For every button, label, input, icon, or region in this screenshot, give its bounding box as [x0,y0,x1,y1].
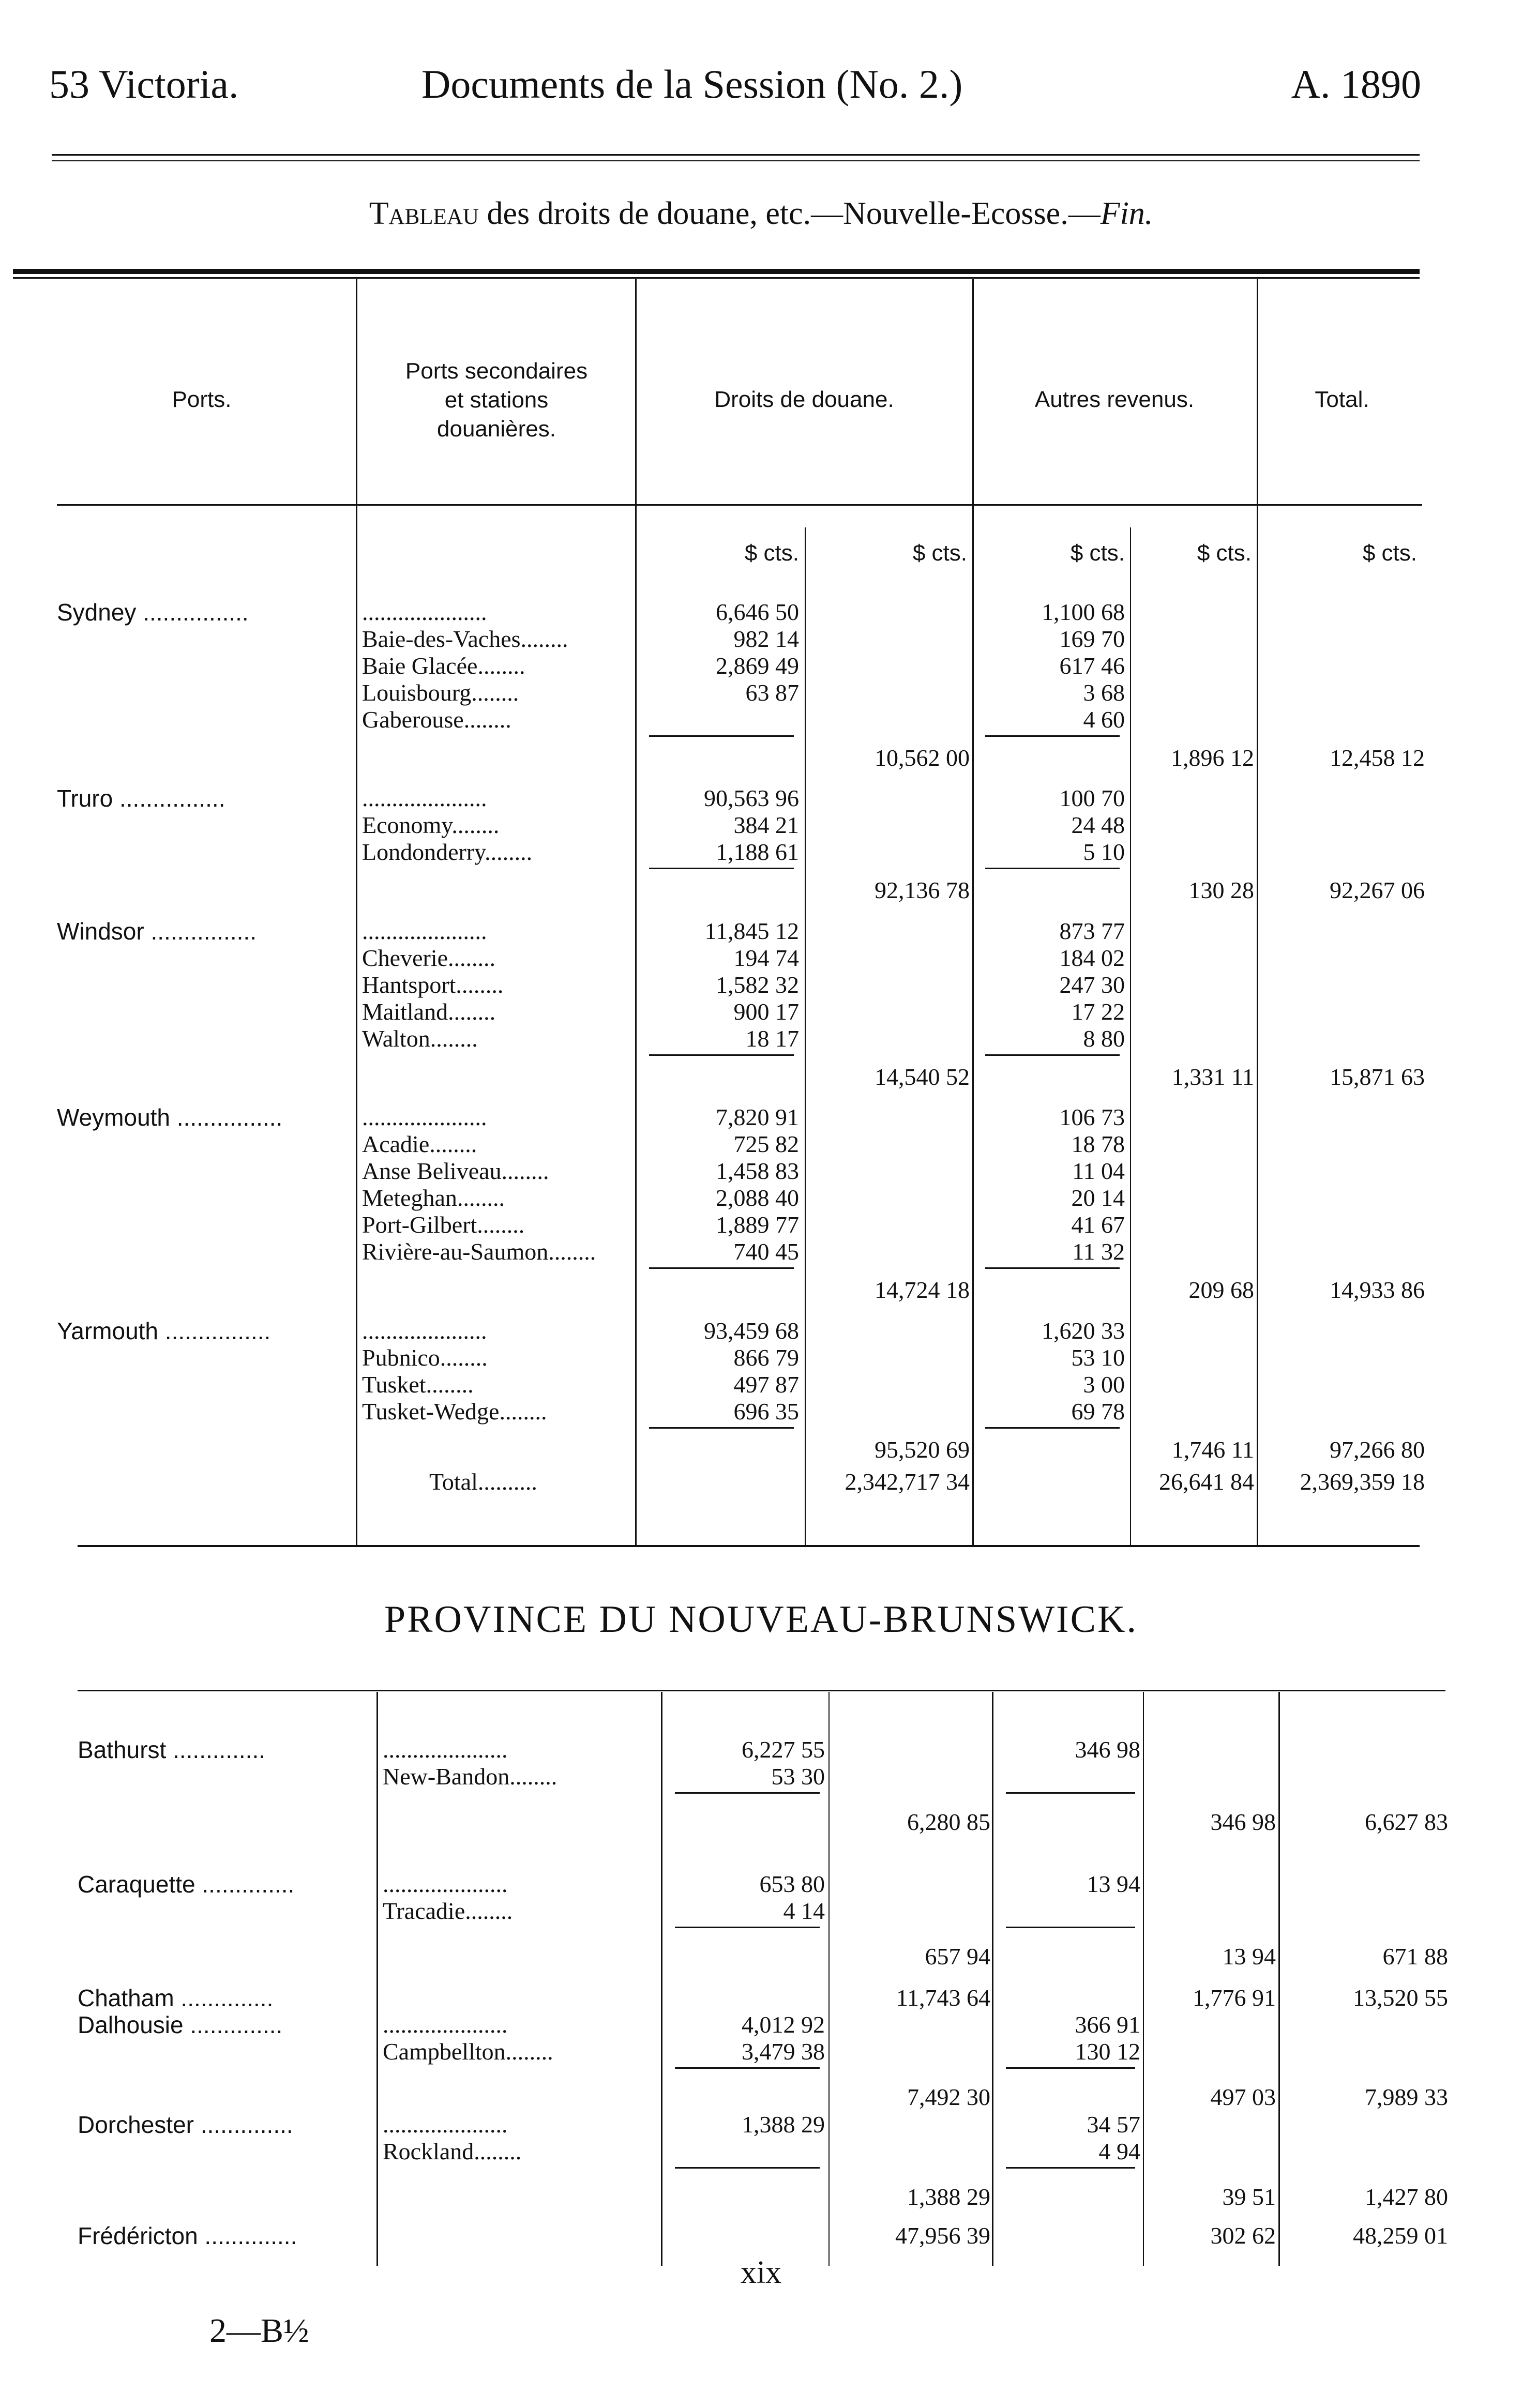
col-header-secondaires: Ports secondaires et stations douanières. [405,358,588,442]
subtotal-rule [1006,2067,1135,2069]
col-divider-thin [1130,527,1131,1546]
autres-subtotal: 497 03 [1210,2084,1276,2110]
station-label: Meteghan [362,1185,457,1211]
station-label: Tusket-Wedge [362,1398,500,1425]
droits-value: 1,889 77 [716,1211,799,1238]
autres-subtotal: 1,896 12 [1171,745,1254,771]
secondary-station: Rivière-au-Saumon........ [362,1238,596,1265]
port-name: Yarmouth ................ [57,1317,271,1344]
header-rule-top [52,154,1420,156]
autres-value: 41 67 [1071,1211,1125,1238]
secondary-station: ..................... [383,1736,508,1763]
running-header [49,61,1421,113]
port-total: 48,259 01 [1353,2222,1448,2249]
autres-value: 17 22 [1071,998,1125,1025]
autres-value: 1,100 68 [1042,599,1125,625]
droits-value: 53 30 [771,1763,825,1790]
secondary-station: ..................... [383,1871,508,1897]
droits-value: 4,012 92 [742,2011,825,2038]
secondary-station: ..................... [362,785,487,811]
subtotal-rule [675,1792,820,1794]
secondary-station: ..................... [383,2111,508,2138]
subtotal-rule [675,2167,820,2169]
port-label: Truro [57,785,113,812]
subtotal-rule [649,1267,794,1269]
droits-value: 93,459 68 [704,1317,799,1344]
cts-head-droits-2: $ cts. [912,540,967,566]
secondary-station: Walton........ [362,1025,478,1052]
autres-value: 130 12 [1075,2038,1140,2065]
droits-value: 194 74 [733,945,799,971]
droits-subtotal: 1,388 29 [907,2184,990,2210]
autres-value: 24 48 [1071,812,1125,838]
autres-value: 13 94 [1087,1871,1140,1897]
port-label: Windsor [57,918,144,945]
secondary-station: Campbellton........ [383,2038,553,2065]
secondary-station: Tusket........ [362,1371,474,1398]
station-label: Baie-des-Vaches [362,626,521,652]
autres-value: 184 02 [1059,945,1125,971]
cts-head-autres-2: $ cts. [1197,540,1252,566]
nb-col-divider-thin [1143,1692,1144,2266]
header-rule-bottom [52,160,1420,161]
droits-value: 18 17 [745,1025,799,1052]
droits-value: 740 45 [733,1238,799,1265]
province-title: PROVINCE DU NOUVEAU-BRUNSWICK. [384,1598,1138,1641]
table-title-fin: Fin. [1100,196,1153,231]
secondary-station: Rockland........ [383,2138,522,2164]
col-header-autres: Autres revenus. [1034,387,1195,412]
autres-subtotal: 130 28 [1188,877,1254,903]
autres-value: 4 94 [1098,2138,1140,2164]
droits-value: 497 87 [733,1371,799,1398]
secondary-station: New-Bandon........ [383,1763,557,1790]
port-total: 15,871 63 [1330,1064,1425,1090]
secondary-station: Maitland........ [362,998,496,1025]
autres-value: 20 14 [1071,1185,1125,1211]
subtotal-rule [985,1427,1120,1429]
title-rule-thick [13,269,1420,274]
station-label: Campbellton [383,2038,506,2065]
signature-mark: 2—B½ [209,2312,309,2350]
secondary-station: Pubnico........ [362,1344,488,1371]
subtotal-rule [1006,2167,1135,2169]
droits-subtotal: 14,724 18 [875,1277,970,1303]
ns-total-label: Total.......... [429,1468,537,1495]
secondary-station: ..................... [362,599,487,625]
port-label: Caraquette [78,1871,195,1898]
droits-value: 3,479 38 [742,2038,825,2065]
port-name: Bathurst .............. [78,1736,266,1763]
station-label: Rivière-au-Saumon [362,1238,549,1265]
ns-total-droits: 2,342,717 34 [845,1468,970,1495]
header-session: Documents de la Session (No. 2.) [421,62,963,107]
port-total: 97,266 80 [1330,1436,1425,1463]
port-total: 12,458 12 [1330,745,1425,771]
droits-value: 653 80 [759,1871,825,1897]
secondary-station: Anse Beliveau........ [362,1158,549,1184]
droits-value: 1,458 83 [716,1158,799,1184]
subtotal-rule [649,1054,794,1056]
title-rule-thin [13,277,1420,279]
nb-top-rule [78,1690,1445,1691]
subtotal-rule [649,1427,794,1429]
station-label: Baie Glacée [362,653,478,679]
port-label: Dorchester [78,2111,194,2138]
droits-value: 725 82 [733,1131,799,1157]
droits-value: 1,388 29 [742,2111,825,2138]
port-label: Bathurst [78,1736,167,1763]
autres-value: 617 46 [1059,653,1125,679]
col-header-ports: Ports. [172,387,232,412]
header-volume: 53 Victoria. [49,62,239,107]
station-label: Walton [362,1025,430,1052]
ns-total-text: Total [429,1468,478,1495]
station-label: Londonderry [362,839,485,865]
ns-table-bottom-rule [78,1545,1420,1547]
droits-value: 7,820 91 [716,1104,799,1130]
port-total: 671 88 [1382,1943,1448,1970]
autres-value: 18 78 [1071,1131,1125,1157]
droits-value: 6,646 50 [716,599,799,625]
subtotal-rule [1006,1792,1135,1794]
port-name: Sydney ................ [57,599,249,626]
droits-subtotal: 92,136 78 [875,877,970,903]
port-name: Caraquette .............. [78,1871,295,1898]
table-title-smallcaps: Tableau [369,196,479,231]
station-label: Hantsport [362,972,456,998]
autres-value: 5 10 [1083,839,1125,865]
autres-subtotal: 346 98 [1210,1809,1276,1835]
autres-value: 11 04 [1072,1158,1125,1184]
station-label: Louisbourg [362,679,472,706]
subtotal-rule [675,1927,820,1928]
subtotal-rule [649,735,794,737]
droits-subtotal: 47,956 39 [895,2222,990,2249]
port-name: Frédéricton .............. [78,2222,297,2249]
station-label: Acadie [362,1131,430,1157]
secondary-station: Tracadie........ [383,1898,513,1924]
autres-subtotal: 13 94 [1222,1943,1276,1970]
nb-col-divider [1278,1692,1280,2266]
port-label: Frédéricton [78,2222,198,2249]
port-total: 14,933 86 [1330,1277,1425,1303]
autres-subtotal: 1,746 11 [1171,1436,1254,1463]
secondary-station: Economy........ [362,812,500,838]
secondary-station: Port-Gilbert........ [362,1211,525,1238]
droits-value: 900 17 [733,998,799,1025]
droits-value: 2,088 40 [716,1185,799,1211]
station-label: Anse Beliveau [362,1158,502,1184]
autres-subtotal: 39 51 [1222,2184,1276,2210]
secondary-station: Meteghan........ [362,1185,505,1211]
autres-value: 69 78 [1071,1398,1125,1425]
autres-value: 247 30 [1059,972,1125,998]
col-divider [972,279,974,1546]
port-label: Yarmouth [57,1317,159,1344]
droits-value: 6,227 55 [742,1736,825,1763]
droits-value: 1,582 32 [716,972,799,998]
secondary-station: ..................... [362,918,487,944]
ns-total-total: 2,369,359 18 [1300,1468,1425,1495]
secondary-station: Baie Glacée........ [362,653,525,679]
secondary-station: Londonderry........ [362,839,533,865]
secondary-station: Hantsport........ [362,972,504,998]
autres-value: 873 77 [1059,918,1125,944]
col-divider [635,279,637,1546]
autres-value: 3 68 [1083,679,1125,706]
droits-subtotal: 11,743 64 [896,1985,990,2011]
autres-value: 3 00 [1083,1371,1125,1398]
col-header-total: Total. [1315,387,1369,412]
table-title [0,195,1522,232]
autres-value: 11 32 [1072,1238,1125,1265]
station-label: Pubnico [362,1344,440,1371]
header-separator [57,504,1422,506]
port-label: Sydney [57,599,137,626]
port-name: Dalhousie .............. [78,2011,283,2038]
secondary-station: ..................... [362,1317,487,1344]
droits-value: 384 21 [733,812,799,838]
station-label: Gaberouse [362,706,464,733]
page-number: xix [740,2255,782,2290]
secondary-station: Tusket-Wedge........ [362,1398,547,1425]
subtotal-rule [985,1054,1120,1056]
header-year: A. 1890 [1291,62,1421,107]
port-label: Weymouth [57,1104,171,1131]
cts-head-droits-1: $ cts. [744,540,799,566]
subtotal-rule [985,735,1120,737]
port-label: Dalhousie [78,2011,184,2038]
droits-subtotal: 10,562 00 [875,745,970,771]
droits-subtotal: 657 94 [925,1943,990,1970]
droits-value: 63 87 [745,679,799,706]
droits-subtotal: 6,280 85 [907,1809,990,1835]
autres-value: 169 70 [1059,626,1125,652]
port-total: 6,627 83 [1365,1809,1448,1835]
secondary-station: Baie-des-Vaches........ [362,626,568,652]
col-divider [356,279,357,1546]
autres-value: 1,620 33 [1042,1317,1125,1344]
station-label: Tracadie [383,1898,465,1924]
port-label: Chatham [78,1985,174,2011]
nb-col-divider-thin [828,1692,830,2266]
port-total: 92,267 06 [1330,877,1425,903]
secondary-station: Acadie........ [362,1131,477,1157]
secondary-station: ..................... [362,1104,487,1130]
subtotal-rule [649,868,794,869]
col-header-droits: Droits de douane. [714,387,894,412]
droits-value: 11,845 12 [704,918,799,944]
col-divider [1257,279,1258,1546]
autres-value: 106 73 [1059,1104,1125,1130]
station-label: Cheverie [362,945,448,971]
autres-value: 346 98 [1075,1736,1140,1763]
subtotal-rule [985,1267,1120,1269]
droits-subtotal: 95,520 69 [875,1436,970,1463]
nb-col-divider [992,1692,993,2266]
secondary-station: ..................... [383,2011,508,2038]
station-label: New-Bandon [383,1763,510,1790]
droits-value: 982 14 [733,626,799,652]
station-label: Maitland [362,998,448,1025]
cts-head-total: $ cts. [1362,540,1417,566]
droits-value: 90,563 96 [704,785,799,811]
port-name: Weymouth ................ [57,1104,283,1131]
station-label: Economy [362,812,452,838]
nb-col-divider [376,1692,378,2266]
droits-value: 2,869 49 [716,653,799,679]
col-divider-thin [805,527,806,1546]
autres-value: 366 91 [1075,2011,1140,2038]
droits-value: 4 14 [783,1898,825,1924]
autres-subtotal: 1,776 91 [1193,1985,1276,2011]
table-title-main: des droits de douane, etc.—Nouvelle-Ecosse.— [478,196,1101,231]
port-name: Truro ................ [57,785,225,812]
port-name: Windsor ................ [57,918,257,945]
ns-total-autres: 26,641 84 [1159,1468,1254,1495]
droits-subtotal: 7,492 30 [907,2084,990,2110]
autres-subtotal: 302 62 [1210,2222,1276,2249]
droits-value: 866 79 [733,1344,799,1371]
autres-value: 8 80 [1083,1025,1125,1052]
droits-value: 696 35 [733,1398,799,1425]
autres-subtotal: 1,331 11 [1171,1064,1254,1090]
port-name: Dorchester .............. [78,2111,293,2138]
subtotal-rule [1006,1927,1135,1928]
autres-value: 34 57 [1087,2111,1140,2138]
cts-head-autres-1: $ cts. [1070,540,1125,566]
droits-value: 1,188 61 [716,839,799,865]
secondary-station: Gaberouse........ [362,706,511,733]
autres-value: 4 60 [1083,706,1125,733]
station-label: Port-Gilbert [362,1211,477,1238]
autres-value: 100 70 [1059,785,1125,811]
subtotal-rule [675,2067,820,2069]
nb-col-divider [661,1692,662,2266]
station-label: Tusket [362,1371,426,1398]
droits-subtotal: 14,540 52 [875,1064,970,1090]
secondary-station: Louisbourg........ [362,679,519,706]
port-total: 13,520 55 [1353,1985,1448,2011]
autres-subtotal: 209 68 [1188,1277,1254,1303]
port-name: Chatham .............. [78,1985,274,2011]
subtotal-rule [985,868,1120,869]
port-total: 7,989 33 [1365,2084,1448,2110]
port-total: 1,427 80 [1365,2184,1448,2210]
station-label: Rockland [383,2138,474,2164]
autres-value: 53 10 [1071,1344,1125,1371]
secondary-station: Cheverie........ [362,945,496,971]
